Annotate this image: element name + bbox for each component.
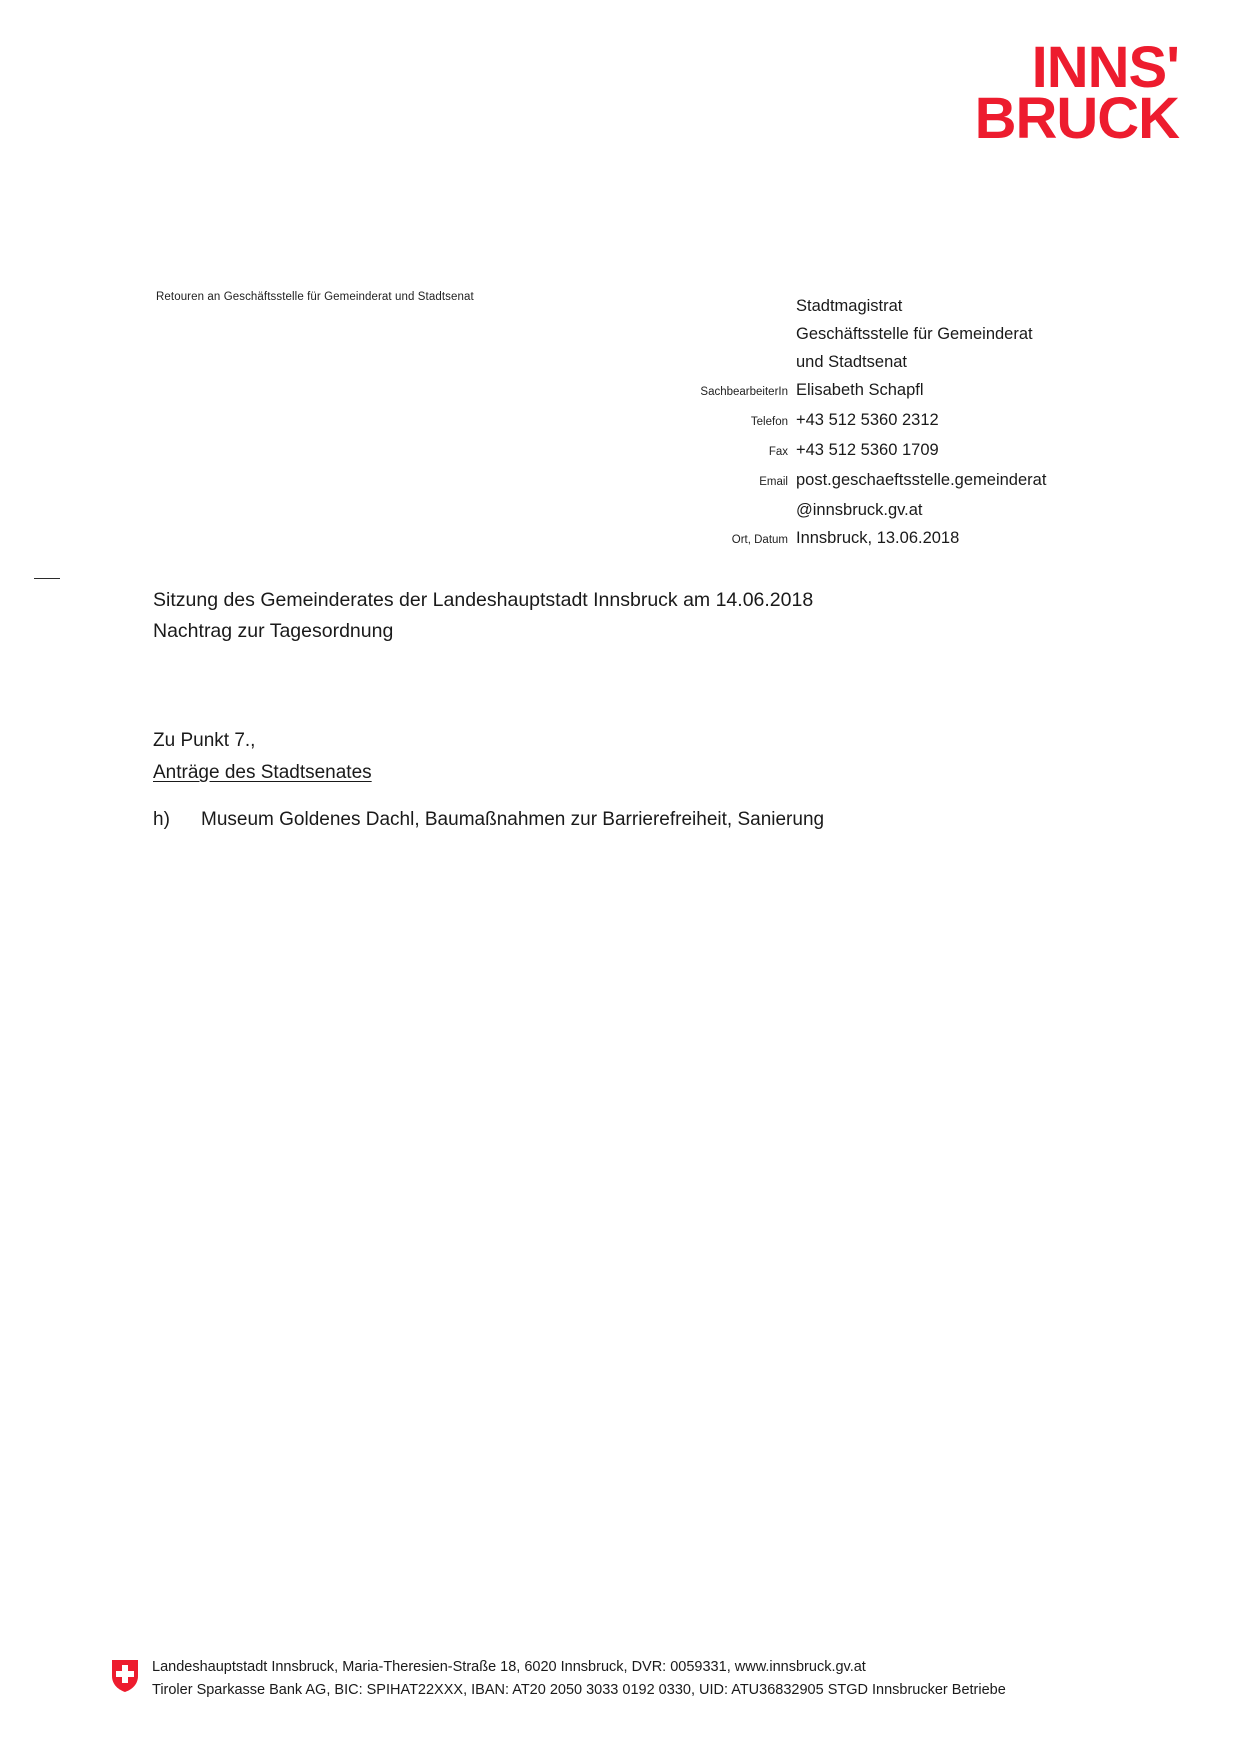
agenda-point-reference: Zu Punkt 7., [153, 730, 256, 751]
contact-row-email [600, 466, 1080, 496]
fold-mark [34, 578, 60, 579]
return-address-line: Retouren an Geschäftsstelle für Gemeinderat und Stadtsenat [156, 291, 474, 303]
contact-block [600, 292, 1080, 554]
page-footer [110, 1656, 1181, 1702]
organisation-line-1: Stadtmagistrat [796, 297, 903, 315]
contact-row-clerk [600, 376, 1080, 406]
value-email-continued: @innsbruck.gv.at [796, 501, 923, 519]
logo-line-1: INNS' [1031, 35, 1179, 100]
value-sachbearbeiterin: Elisabeth Schapfl [796, 381, 924, 399]
section-heading: Anträge des Stadtsenates [153, 762, 372, 783]
contact-row-fax [600, 436, 1080, 466]
innsbruck-crest-icon [110, 1658, 140, 1694]
label-ort-datum: Ort, Datum [731, 534, 788, 546]
organisation-line-2: Geschäftsstelle für Gemeinderat [796, 325, 1033, 343]
page-title-line-2: Nachtrag zur Tagesordnung [153, 620, 394, 642]
agenda-item-text: Museum Goldenes Dachl, Baumaßnahmen zur Barrierefreiheit, Sanierung [201, 809, 825, 830]
logo-line-2: BRUCK [974, 86, 1179, 152]
footer-line-1: Landeshauptstadt Innsbruck, Maria-Theresien-Straße 18, 6020 Innsbruck, DVR: 0059331, www.innsbruck.gv.at [152, 1659, 866, 1675]
value-email: post.geschaeftsstelle.gemeinderat [796, 471, 1047, 489]
document-body [153, 725, 1113, 835]
organisation-line-3: und Stadtsenat [796, 353, 908, 371]
label-sachbearbeiterin: SachbearbeiterIn [700, 386, 788, 398]
footer-text [152, 1656, 1006, 1702]
value-ort-datum: Innsbruck, 13.06.2018 [796, 529, 960, 547]
agenda-item-marker: h) [153, 809, 170, 830]
page-title [153, 585, 813, 647]
value-fax: +43 512 5360 1709 [796, 441, 939, 459]
contact-row-phone [600, 406, 1080, 436]
label-fax: Fax [768, 446, 788, 458]
innsbruck-logo [974, 35, 1179, 152]
value-telefon: +43 512 5360 2312 [796, 411, 939, 429]
agenda-item [153, 805, 1113, 835]
label-telefon: Telefon [750, 416, 788, 428]
label-email: Email [759, 476, 788, 488]
page-title-line-1: Sitzung des Gemeinderates der Landeshauptstadt Innsbruck am 14.06.2018 [153, 589, 814, 611]
contact-row-date [600, 524, 1080, 554]
footer-line-2: Tiroler Sparkasse Bank AG, BIC: SPIHAT22XXX, IBAN: AT20 2050 3033 0192 0330, UID: ATU36832905 STGD Innsbrucker Betriebe [152, 1682, 1006, 1698]
